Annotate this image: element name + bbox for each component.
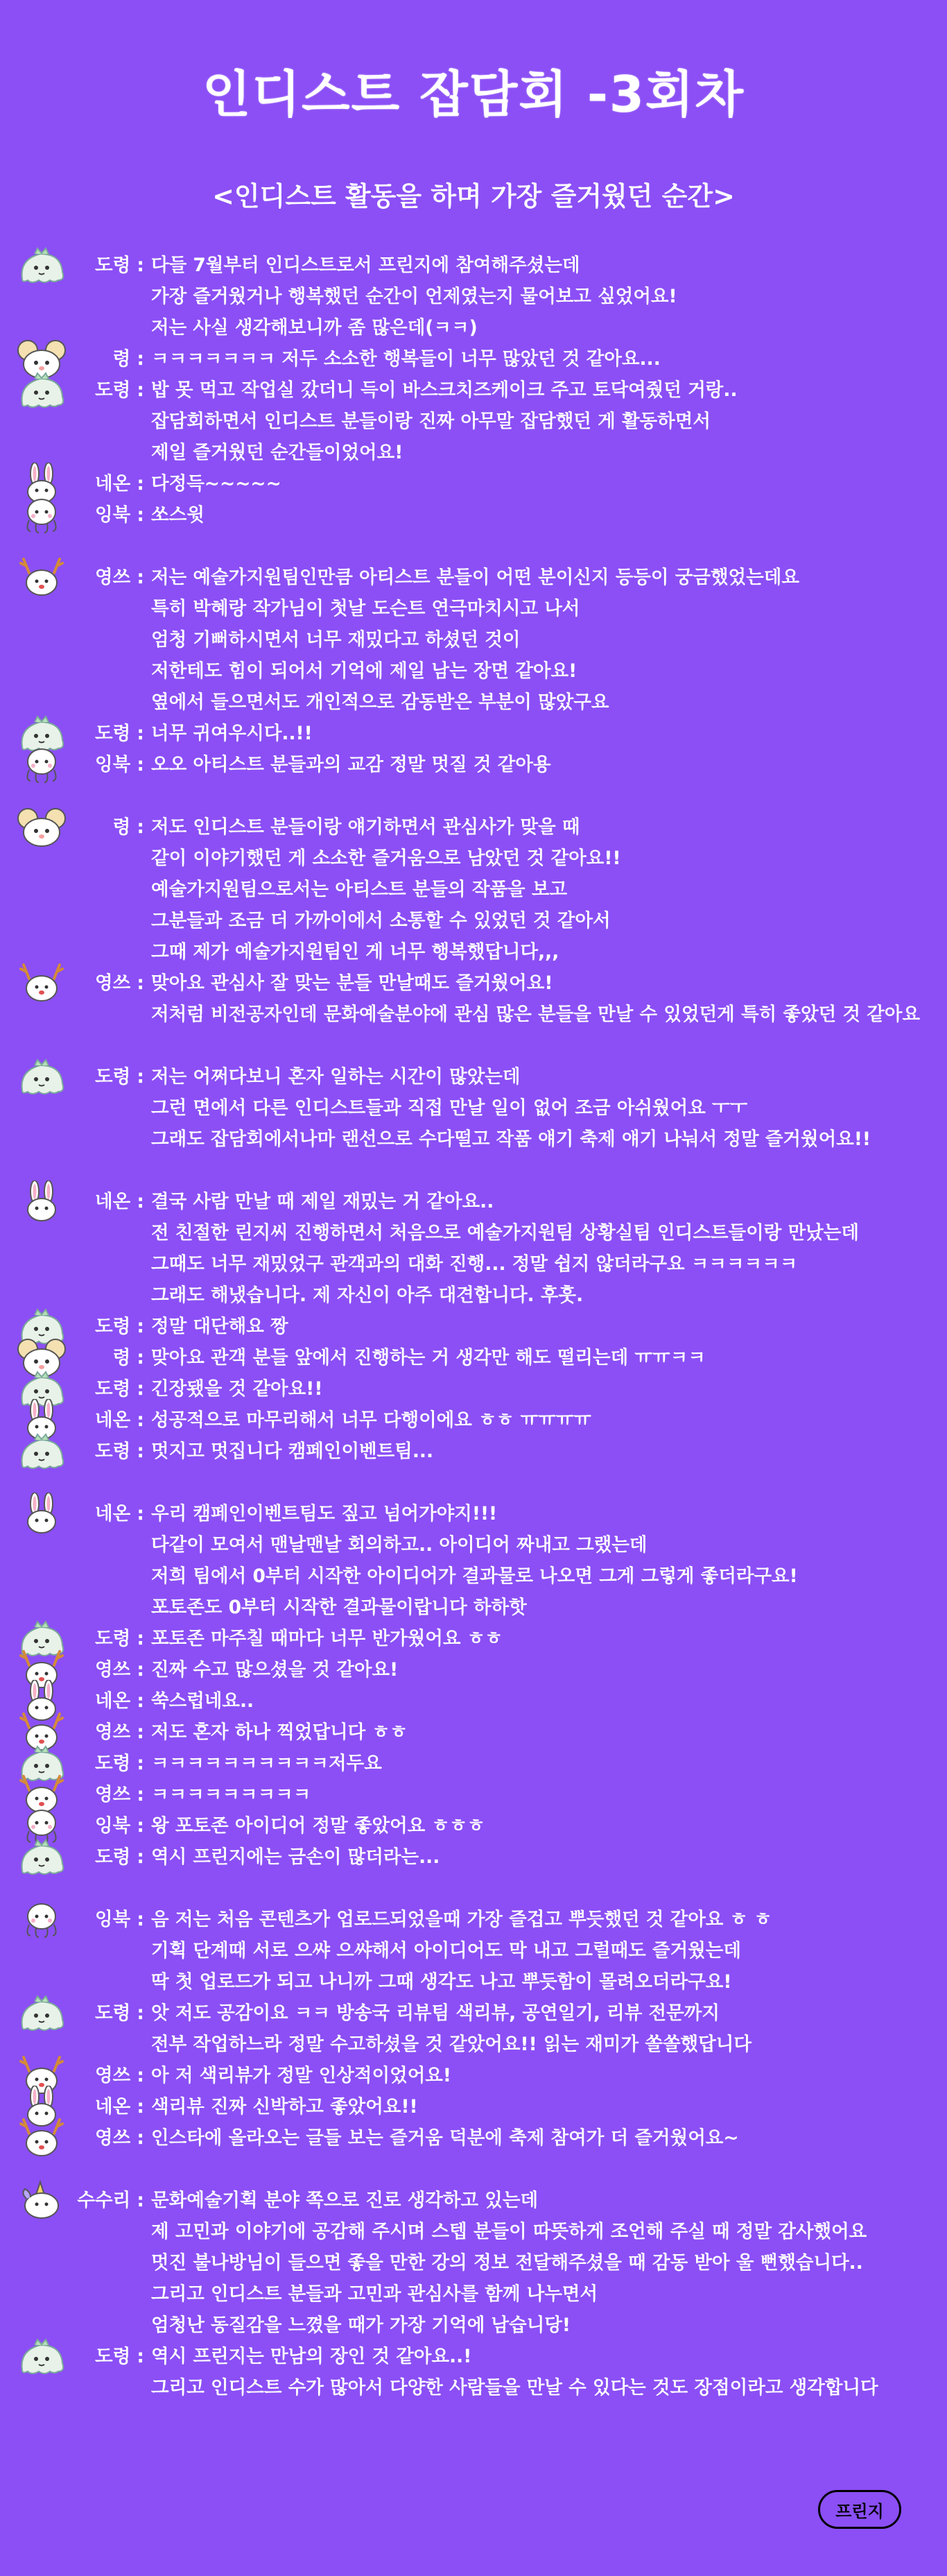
speaker-name: 도령 :	[94, 1753, 144, 1774]
ghost-avatar-icon	[14, 1430, 69, 1472]
speaker-name: 령 :	[112, 1347, 144, 1368]
message-text: 아 저 색리뷰가 정말 인상적이었어요!	[151, 2065, 451, 2086]
message-text: 저는 예술가지원팀인만큼 아티스트 분들이 어떤 분이신지 등등이 궁금했었는데요	[151, 567, 799, 588]
message-text: 제일 즐거웠던 순간들이었어요!	[151, 442, 403, 463]
speaker-name: 영쓰 :	[94, 1721, 144, 1743]
fringe-logo: 프린지	[818, 2490, 901, 2529]
chat-line	[0, 874, 947, 905]
message-text: 맞아요 관객 분들 앞에서 진행하는 거 생각만 해도 떨리는데 ㅠㅠㅋㅋ	[151, 1347, 706, 1368]
speaker-name: 도령 :	[94, 1846, 144, 1868]
chat-line	[0, 905, 947, 936]
chat-line	[0, 936, 947, 968]
message-text: 다같이 모여서 맨날맨날 회의하고.. 아이디어 짜내고 그랬는데	[151, 1534, 648, 1556]
chat-line	[0, 2122, 947, 2154]
message-text: 그래도 해냈습니다. 제 자신이 아주 대견합니다. 후훗.	[151, 1285, 584, 1306]
message-text: 저는 어쩌다보니 혼자 일하는 시간이 많았는데	[151, 1066, 521, 1088]
chat-line	[0, 1061, 947, 1092]
section-subtitle: <인디스트 활동을 하며 가장 즐거웠던 순간>	[212, 181, 735, 212]
message-text: 예술가지원팀으로서는 아티스트 분들의 작품을 보고	[151, 879, 568, 900]
chat-line	[0, 562, 947, 593]
chat-line	[0, 2341, 947, 2372]
chat-line	[0, 468, 947, 499]
chat-line	[0, 1935, 947, 1966]
speaker-name: 령 :	[112, 348, 144, 370]
chat-line	[0, 1717, 947, 1748]
message-text: 저희 팀에서 0부터 시작한 아이디어가 결과물로 나오면 그게 그렇게 좋더라구요!	[151, 1565, 798, 1587]
message-text: 저처럼 비전공자인데 문화예술분야에 관심 많은 분들을 만날 수 있었던게 특히 좋았던 것 같아요	[151, 1004, 921, 1025]
chat-line	[0, 312, 947, 343]
speaker-name: 령 :	[112, 816, 144, 838]
chat-line	[0, 1841, 947, 1873]
chat-line	[0, 1373, 947, 1405]
speaker-name: 도령 :	[94, 1066, 144, 1088]
speaker-name: 도령 :	[94, 255, 144, 276]
chat-line	[0, 1280, 947, 1311]
deer-avatar-icon	[14, 962, 69, 1004]
message-text: 그때 제가 예술가지원팀인 게 너무 행복했답니다,,,	[151, 941, 559, 963]
message-text: 문화예술기획 분야 쪽으로 진로 생각하고 있는데	[151, 2190, 539, 2211]
message-text: 앗 저도 공감이요 ㅋㅋ 방송국 리뷰팀 색리뷰, 공연일기, 리뷰 전문까지	[151, 2002, 720, 2024]
message-text: 저는 사실 생각해보니까 좀 많은데(ㅋㅋ)	[151, 317, 478, 338]
speaker-name: 네온 :	[94, 1503, 144, 1525]
message-text: 맞아요 관심사 잘 맞는 분들 만날때도 즐거웠어요!	[151, 972, 553, 994]
speaker-name: 수수리 :	[77, 2190, 144, 2211]
section-gap	[0, 780, 947, 812]
message-text: 쏘스윗	[151, 504, 205, 526]
chat-line	[0, 2216, 947, 2247]
speaker-name: 영쓰 :	[94, 2127, 144, 2149]
speaker-name: 도령 :	[94, 2002, 144, 2024]
octopus-avatar-icon	[14, 494, 69, 535]
speaker-name: 도령 :	[94, 379, 144, 401]
speaker-name: 네온 :	[94, 1690, 144, 1712]
ghost-avatar-icon	[14, 369, 69, 411]
message-text: 역시 프린지에는 금손이 많더라는...	[151, 1846, 440, 1868]
chat-line	[0, 624, 947, 655]
chat-line	[0, 1561, 947, 1592]
unicorn-avatar-icon	[14, 2179, 69, 2221]
chat-line	[0, 968, 947, 999]
message-text: 기획 단계때 서로 으쌰 으쌰해서 아이디어도 막 내고 그럴때도 즐거웠는데	[151, 1940, 742, 1961]
chat-line	[0, 1623, 947, 1654]
chat-line	[0, 499, 947, 531]
message-text: 역시 프린지는 만남의 장인 것 같아요..!	[151, 2346, 472, 2367]
message-text: 그래도 잡담회에서나마 랜선으로 수다떨고 작품 얘기 축제 얘기 나눠서 정말 즐거웠어요!!	[151, 1128, 871, 1150]
ghost-avatar-icon	[14, 244, 69, 286]
chat-line	[0, 437, 947, 468]
chat-line	[0, 1654, 947, 1685]
chat-line	[0, 687, 947, 718]
chat-line	[0, 250, 947, 281]
message-text: 성공적으로 마무리해서 너무 다행이에요 ㅎㅎ ㅠㅠㅠㅠ	[151, 1409, 591, 1431]
message-text: 인스타에 올라오는 글들 보는 즐거움 덕분에 축제 참여가 더 즐거웠어요~	[151, 2127, 739, 2149]
message-text: 같이 이야기했던 게 소소한 즐거움으로 남았던 것 같아요!!	[151, 848, 621, 869]
page-title: 인디스트 잡담회 -3회차	[202, 65, 745, 123]
chat-line	[0, 999, 947, 1030]
message-text: 쑥스럽네요..	[151, 1690, 254, 1712]
message-text: ㅋㅋㅋㅋㅋㅋㅋ 저두 소소한 행복들이 너무 많았던 것 같아요...	[151, 348, 661, 370]
chat-line	[0, 2372, 947, 2403]
mouse-avatar-icon	[14, 806, 69, 848]
chat-transcript	[0, 250, 947, 2403]
chat-line	[0, 343, 947, 375]
message-text: 가장 즐거웠거나 행복했던 순간이 언제였는지 물어보고 싶었어요!	[151, 286, 677, 307]
message-text: 밥 못 먹고 작업실 갔더니 득이 바스크치즈케이크 주고 토닥여줬던 거랑..	[151, 379, 738, 401]
speaker-name: 잉북 :	[94, 1815, 144, 1837]
chat-line	[0, 1904, 947, 1935]
message-text: ㅋㅋㅋㅋㅋㅋㅋㅋㅋㅋ저두요	[151, 1753, 382, 1774]
speaker-name: 네온 :	[94, 1191, 144, 1212]
message-text: 너무 귀여우시다..!!	[151, 723, 313, 744]
message-text: 다정득~~~~~	[151, 473, 281, 495]
message-text: 색리뷰 진짜 신박하고 좋았어요!!	[151, 2096, 418, 2118]
message-text: 진짜 수고 많으셨을 것 같아요!	[151, 1659, 399, 1681]
message-text: 딱 첫 업로드가 되고 나니까 그때 생각도 나고 뿌듯함이 몰려오더라구요!	[151, 1971, 732, 1993]
chat-line	[0, 1498, 947, 1529]
section-gap	[0, 531, 947, 562]
chat-line	[0, 1529, 947, 1561]
ghost-avatar-icon	[14, 1992, 69, 2034]
message-text: 포토존도 0부터 시작한 결과물이랍니다 하하핫	[151, 1597, 527, 1618]
chat-line	[0, 2278, 947, 2310]
chat-line	[0, 2060, 947, 2091]
ghost-avatar-icon	[14, 2335, 69, 2377]
message-text: 그리고 인디스트 수가 많아서 다양한 사람들을 만날 수 있다는 것도 장점이라고 생각합니다	[151, 2377, 878, 2398]
section-gap	[0, 1873, 947, 1904]
speaker-name: 잉북 :	[94, 504, 144, 526]
message-text: ㅋㅋㅋㅋㅋㅋㅋㅋㅋ	[151, 1784, 311, 1805]
message-text: 다들 7월부터 인디스트로서 프린지에 참여해주셨는데	[151, 255, 580, 276]
message-text: 옆에서 들으면서도 개인적으로 감동받은 부분이 많았구요	[151, 692, 609, 713]
section-gap	[0, 1030, 947, 1061]
deer-avatar-icon	[14, 2117, 69, 2158]
message-text: 저도 인디스트 분들이랑 얘기하면서 관심사가 맞을 때	[151, 816, 580, 838]
octopus-avatar-icon	[14, 1898, 69, 1940]
message-text: 멋진 불나방님이 들으면 좋을 만한 강의 정보 전달해주셨을 때 감동 받아 울 뻔했습니다..	[151, 2252, 863, 2274]
chat-line	[0, 1685, 947, 1717]
speaker-name: 도령 :	[94, 1628, 144, 1649]
chat-line	[0, 1405, 947, 1436]
chat-line	[0, 2029, 947, 2060]
speaker-name: 네온 :	[94, 473, 144, 495]
message-text: 잡담회하면서 인디스트 분들이랑 진짜 아무말 잡담했던 게 활동하면서	[151, 411, 711, 432]
chat-line	[0, 718, 947, 749]
chat-line	[0, 1217, 947, 1248]
bunny-avatar-icon	[14, 1180, 69, 1222]
ghost-avatar-icon	[14, 1056, 69, 1097]
message-text: 결국 사람 만날 때 제일 재밌는 거 같아요..	[151, 1191, 494, 1212]
message-text: 전부 작업하느라 정말 수고하셨을 것 같았어요!! 읽는 재미가 쏠쏠했답니다	[151, 2034, 751, 2055]
chat-line	[0, 1592, 947, 1623]
chat-line	[0, 1966, 947, 1998]
speaker-name: 영쓰 :	[94, 2065, 144, 2086]
chat-line	[0, 1311, 947, 1342]
message-text: 왕 포토존 아이디어 정말 좋았어요 ㅎㅎㅎ	[151, 1815, 485, 1837]
chat-line	[0, 1342, 947, 1373]
chat-line	[0, 406, 947, 437]
message-text: 엄청 기뻐하시면서 너무 재밌다고 하셨던 것이	[151, 629, 521, 651]
chat-line	[0, 655, 947, 687]
message-text: 전 친절한 린지씨 진행하면서 처음으로 예술가지원팀 상황실팀 인디스트들이랑 만났는데	[151, 1222, 859, 1244]
bunny-avatar-icon	[14, 1493, 69, 1534]
message-text: 그런 면에서 다른 인디스트들과 직접 만날 일이 없어 조금 아쉬웠어요 ㅜㅜ	[151, 1097, 748, 1119]
speaker-name: 영쓰 :	[94, 1659, 144, 1681]
message-text: 그리고 인디스트 분들과 고민과 관심사를 함께 나누면서	[151, 2283, 598, 2305]
message-text: 포토존 마주칠 때마다 너무 반가웠어요 ㅎㅎ	[151, 1628, 503, 1649]
chat-line	[0, 375, 947, 406]
message-text: 저도 혼자 하나 찍었답니다 ㅎㅎ	[151, 1721, 408, 1743]
chat-line	[0, 1748, 947, 1779]
message-text: 저한테도 힘이 되어서 기억에 제일 남는 장면 같아요!	[151, 660, 577, 682]
ghost-avatar-icon	[14, 1836, 69, 1878]
chat-line	[0, 1248, 947, 1280]
speaker-name: 잉북 :	[94, 754, 144, 775]
message-text: 그분들과 조금 더 가까이에서 소통할 수 있었던 것 같아서	[151, 910, 611, 931]
chat-line	[0, 2185, 947, 2216]
chat-line	[0, 1124, 947, 1155]
octopus-avatar-icon	[14, 744, 69, 785]
chat-line	[0, 1186, 947, 1217]
speaker-name: 도령 :	[94, 1316, 144, 1337]
section-gap	[0, 1467, 947, 1498]
speaker-name: 도령 :	[94, 1441, 144, 1462]
chat-line	[0, 2091, 947, 2122]
message-text: 제 고민과 이야기에 공감해 주시며 스텝 분들이 따뜻하게 조언해 주실 때 정말 감사했어요	[151, 2221, 867, 2242]
chat-line	[0, 2247, 947, 2278]
section-gap	[0, 2154, 947, 2185]
chat-line	[0, 281, 947, 312]
speaker-name: 잉북 :	[94, 1909, 144, 1930]
speaker-name: 도령 :	[94, 2346, 144, 2367]
chat-line	[0, 593, 947, 624]
speaker-name: 영쓰 :	[94, 567, 144, 588]
chat-line	[0, 749, 947, 780]
message-text: 특히 박혜랑 작가님이 첫날 도슨트 연극마치시고 나서	[151, 598, 580, 619]
chat-line	[0, 843, 947, 874]
chat-line	[0, 1092, 947, 1124]
message-text: 정말 대단해요 짱	[151, 1316, 288, 1337]
speaker-name: 도령 :	[94, 723, 144, 744]
speaker-name: 도령 :	[94, 1378, 144, 1400]
message-text: 음 저는 처음 콘텐츠가 업로드되었을때 가장 즐겁고 뿌듯했던 것 같아요 ㅎ ㅎ	[151, 1909, 772, 1930]
deer-avatar-icon	[14, 556, 69, 598]
chat-line	[0, 1810, 947, 1841]
message-text: 우리 캠페인이벤트팀도 짚고 넘어가야지!!!	[151, 1503, 498, 1525]
section-gap	[0, 1155, 947, 1186]
message-text: 엄청난 동질감을 느꼈을 때가 가장 기억에 남습니당!	[151, 2315, 571, 2336]
message-text: 멋지고 멋집니다 캠페인이벤트팀...	[151, 1441, 434, 1462]
speaker-name: 네온 :	[94, 1409, 144, 1431]
speaker-name: 영쓰 :	[94, 972, 144, 994]
chat-line	[0, 1779, 947, 1810]
chat-line	[0, 1436, 947, 1467]
speaker-name: 영쓰 :	[94, 1784, 144, 1805]
chat-line	[0, 2310, 947, 2341]
message-text: 오오 아티스트 분들과의 교감 정말 멋질 것 같아용	[151, 754, 551, 775]
chat-line	[0, 812, 947, 843]
speaker-name: 네온 :	[94, 2096, 144, 2118]
chat-line	[0, 1998, 947, 2029]
message-text: 그때도 너무 재밌었구 관객과의 대화 진행... 정말 쉽지 않더라구요 ㅋㅋㅋㅋㅋㅋ	[151, 1253, 798, 1275]
message-text: 긴장됐을 것 같아요!!	[151, 1378, 323, 1400]
